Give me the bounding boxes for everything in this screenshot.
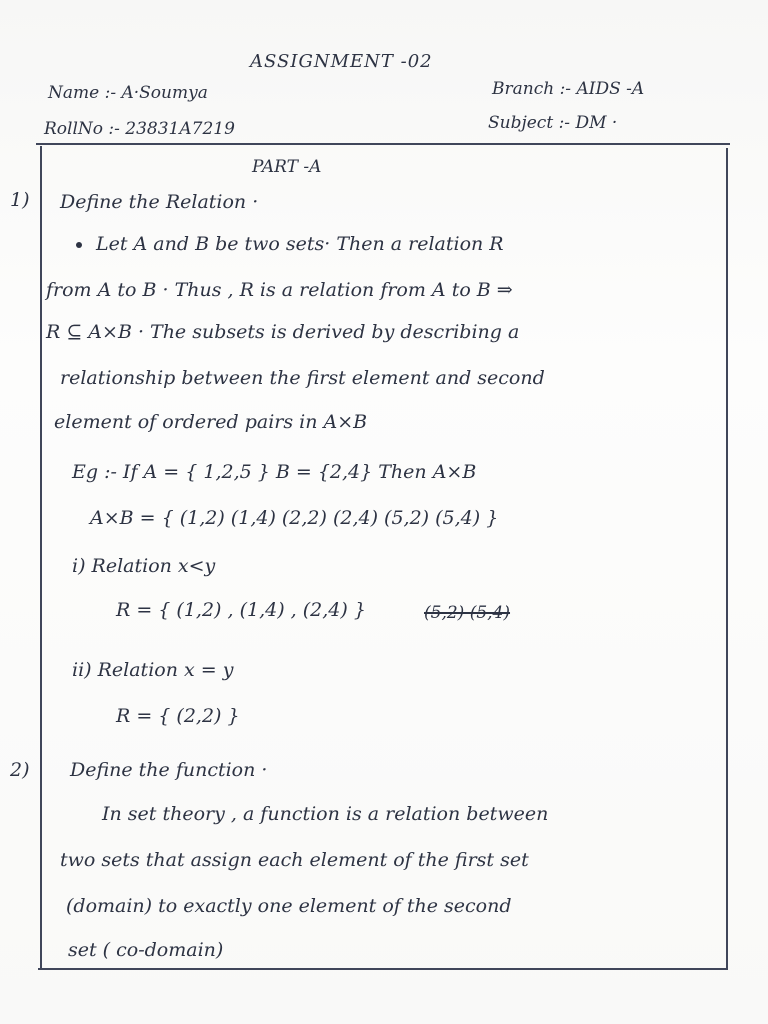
branch-label: Branch :- AIDS -A [492, 79, 645, 99]
q2-body-line-2: two sets that assign each element of the first set [60, 849, 529, 871]
assignment-title: ASSIGNMENT -02 [250, 51, 433, 72]
question-2-number: 2) [10, 759, 30, 781]
student-name: Name :- A·Soumya [48, 83, 208, 103]
q1-body-line-4: relationship between the first element and second [60, 367, 545, 389]
part-heading: PART -A [252, 157, 322, 177]
relation-2-label: ii) Relation x = y [72, 659, 234, 681]
q1-body-line-5: element of ordered pairs in A×B [54, 411, 368, 433]
relation-2-set: R = { (2,2) } [116, 705, 240, 727]
bullet-mark [76, 242, 82, 248]
q2-body-line-4: set ( co-domain) [68, 939, 224, 961]
q2-body-line-1: In set theory , a function is a relation between [102, 803, 549, 825]
question-1-heading: Define the Relation · [60, 191, 259, 213]
question-2-heading: Define the function · [70, 759, 268, 781]
margin-line [40, 146, 42, 970]
q1-body-line-1: Let A and B be two sets· Then a relation R [96, 233, 504, 255]
relation-1-label: i) Relation x<y [72, 555, 216, 577]
cartesian-product: A×B = { (1,2) (1,4) (2,2) (2,4) (5,2) (5,4) } [90, 507, 499, 529]
q2-body-line-3: (domain) to exactly one element of the second [66, 895, 512, 917]
q1-body-line-2: from A to B · Thus , R is a relation from A to B ⇒ [46, 279, 513, 301]
relation-1-set: R = { (1,2) , (1,4) , (2,4) } [116, 599, 366, 621]
example-line: Eg :- If A = { 1,2,5 } B = {2,4} Then A×B [72, 461, 477, 483]
roll-number: RollNo :- 23831A7219 [44, 119, 235, 139]
bottom-rule [38, 968, 728, 970]
right-margin-line [726, 148, 728, 968]
subject-label: Subject :- DM · [488, 113, 618, 133]
struck-pairs: (5,2) (5,4) [424, 603, 511, 623]
question-1-number: 1) [10, 189, 30, 211]
q1-body-line-3: R ⊆ A×B · The subsets is derived by describing a [46, 321, 520, 343]
top-rule [36, 143, 730, 145]
